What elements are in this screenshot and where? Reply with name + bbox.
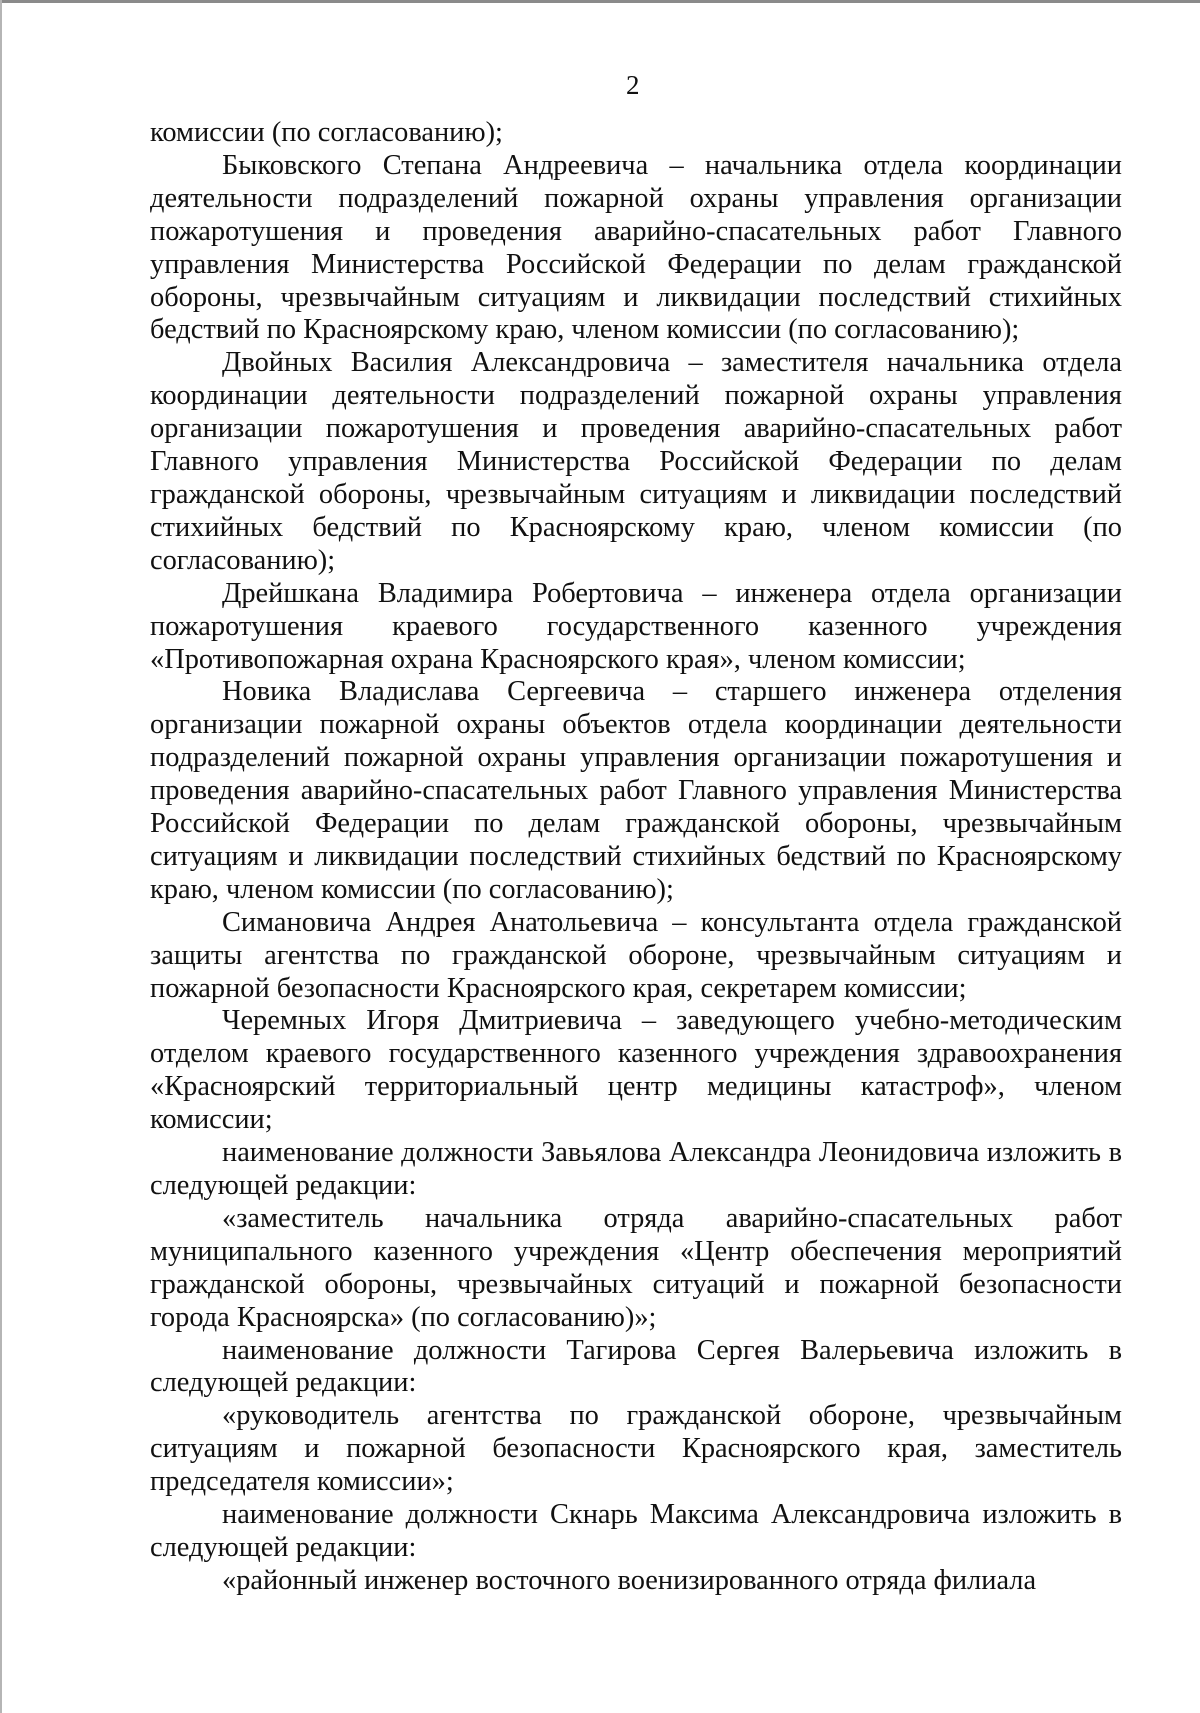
- paragraph-bykovsky: Быковского Степана Андреевича – начальника отдела координации деятельности подразделений пожарной охраны управления организации пожаротушения и проведения аварийно-спасательных работ Главного управления Министерства Российской Федерации по делам гражданской обороны, чрезвычайным ситуациям и ликвидации последствий стихийных бедствий по Красноярскому краю, членом комиссии (по согласованию);: [150, 149, 1122, 346]
- paragraph-sknar-position: «районный инженер восточного военизированного отряда филиала: [222, 1564, 1037, 1596]
- paragraph-sknar-intro: наименование должности Скнарь Максима Александровича изложить в следующей редакции:: [150, 1499, 1122, 1563]
- paragraph-zavyalov-intro: наименование должности Завьялова Александра Леонидовича изложить в следующей редакции:: [150, 1137, 1122, 1201]
- document-body: [150, 117, 1122, 1598]
- paragraph-dreyshkan: Дрейшкана Владимира Робертовича – инженера отдела организации пожаротушения краевого государственного казенного учреждения «Противопожарная охрана Красноярского края», членом комиссии;: [150, 577, 1122, 675]
- paragraph-zavyalov-position: «заместитель начальника отряда аварийно-спасательных работ муниципального казенного учреждения «Центр обеспечения мероприятий гражданской обороны, чрезвычайных ситуаций и пожарной безопасности города Красноярска» (по согласованию)»;: [150, 1202, 1122, 1333]
- paragraph-continuation: комиссии (по согласованию);: [150, 117, 503, 148]
- page-number: 2: [626, 70, 640, 100]
- scan-top-edge: [0, 0, 1200, 3]
- paragraph-cheremnykh: Черемных Игоря Дмитриевича – заведующего учебно-методическим отделом краевого государственного казенного учреждения здравоохранения «Красноярский территориальный центр медицины катастроф», членом комиссии;: [150, 1005, 1122, 1136]
- scan-left-edge: [0, 0, 2, 1713]
- paragraph-dvoynykh: Двойных Василия Александровича – заместителя начальника отдела координации деятельности подразделений пожарной охраны управления организации пожаротушения и проведения аварийно-спасательных работ Главного управления Министерства Российской Федерации по делам гражданской обороны, чрезвычайным ситуациям и ликвидации последствий стихийных бедствий по Красноярскому краю, членом комиссии (по согласованию);: [150, 347, 1122, 576]
- paragraph-tagirov-intro: наименование должности Тагирова Сергея Валерьевича изложить в следующей редакции:: [150, 1334, 1122, 1399]
- paragraph-tagirov-position: «руководитель агентства по гражданской обороне, чрезвычайным ситуациям и пожарной безопасности Красноярского края, заместитель председателя комиссии»;: [150, 1400, 1122, 1498]
- paragraph-simanovich: Симановича Андрея Анатольевича – консультанта отдела гражданской защиты агентства по гражданской обороне, чрезвычайным ситуациям и пожарной безопасности Красноярского края, секретарем комиссии;: [150, 906, 1122, 1004]
- paragraph-novik: Новика Владислава Сергеевича – старшего инженера отделения организации пожарной охраны объектов отдела координации деятельности подразделений пожарной охраны управления организации пожаротушения и проведения аварийно-спасательных работ Главного управления Министерства Российской Федерации по делам гражданской обороны, чрезвычайным ситуациям и ликвидации последствий стихийных бедствий по Красноярскому краю, членом комиссии (по согласованию);: [150, 676, 1122, 905]
